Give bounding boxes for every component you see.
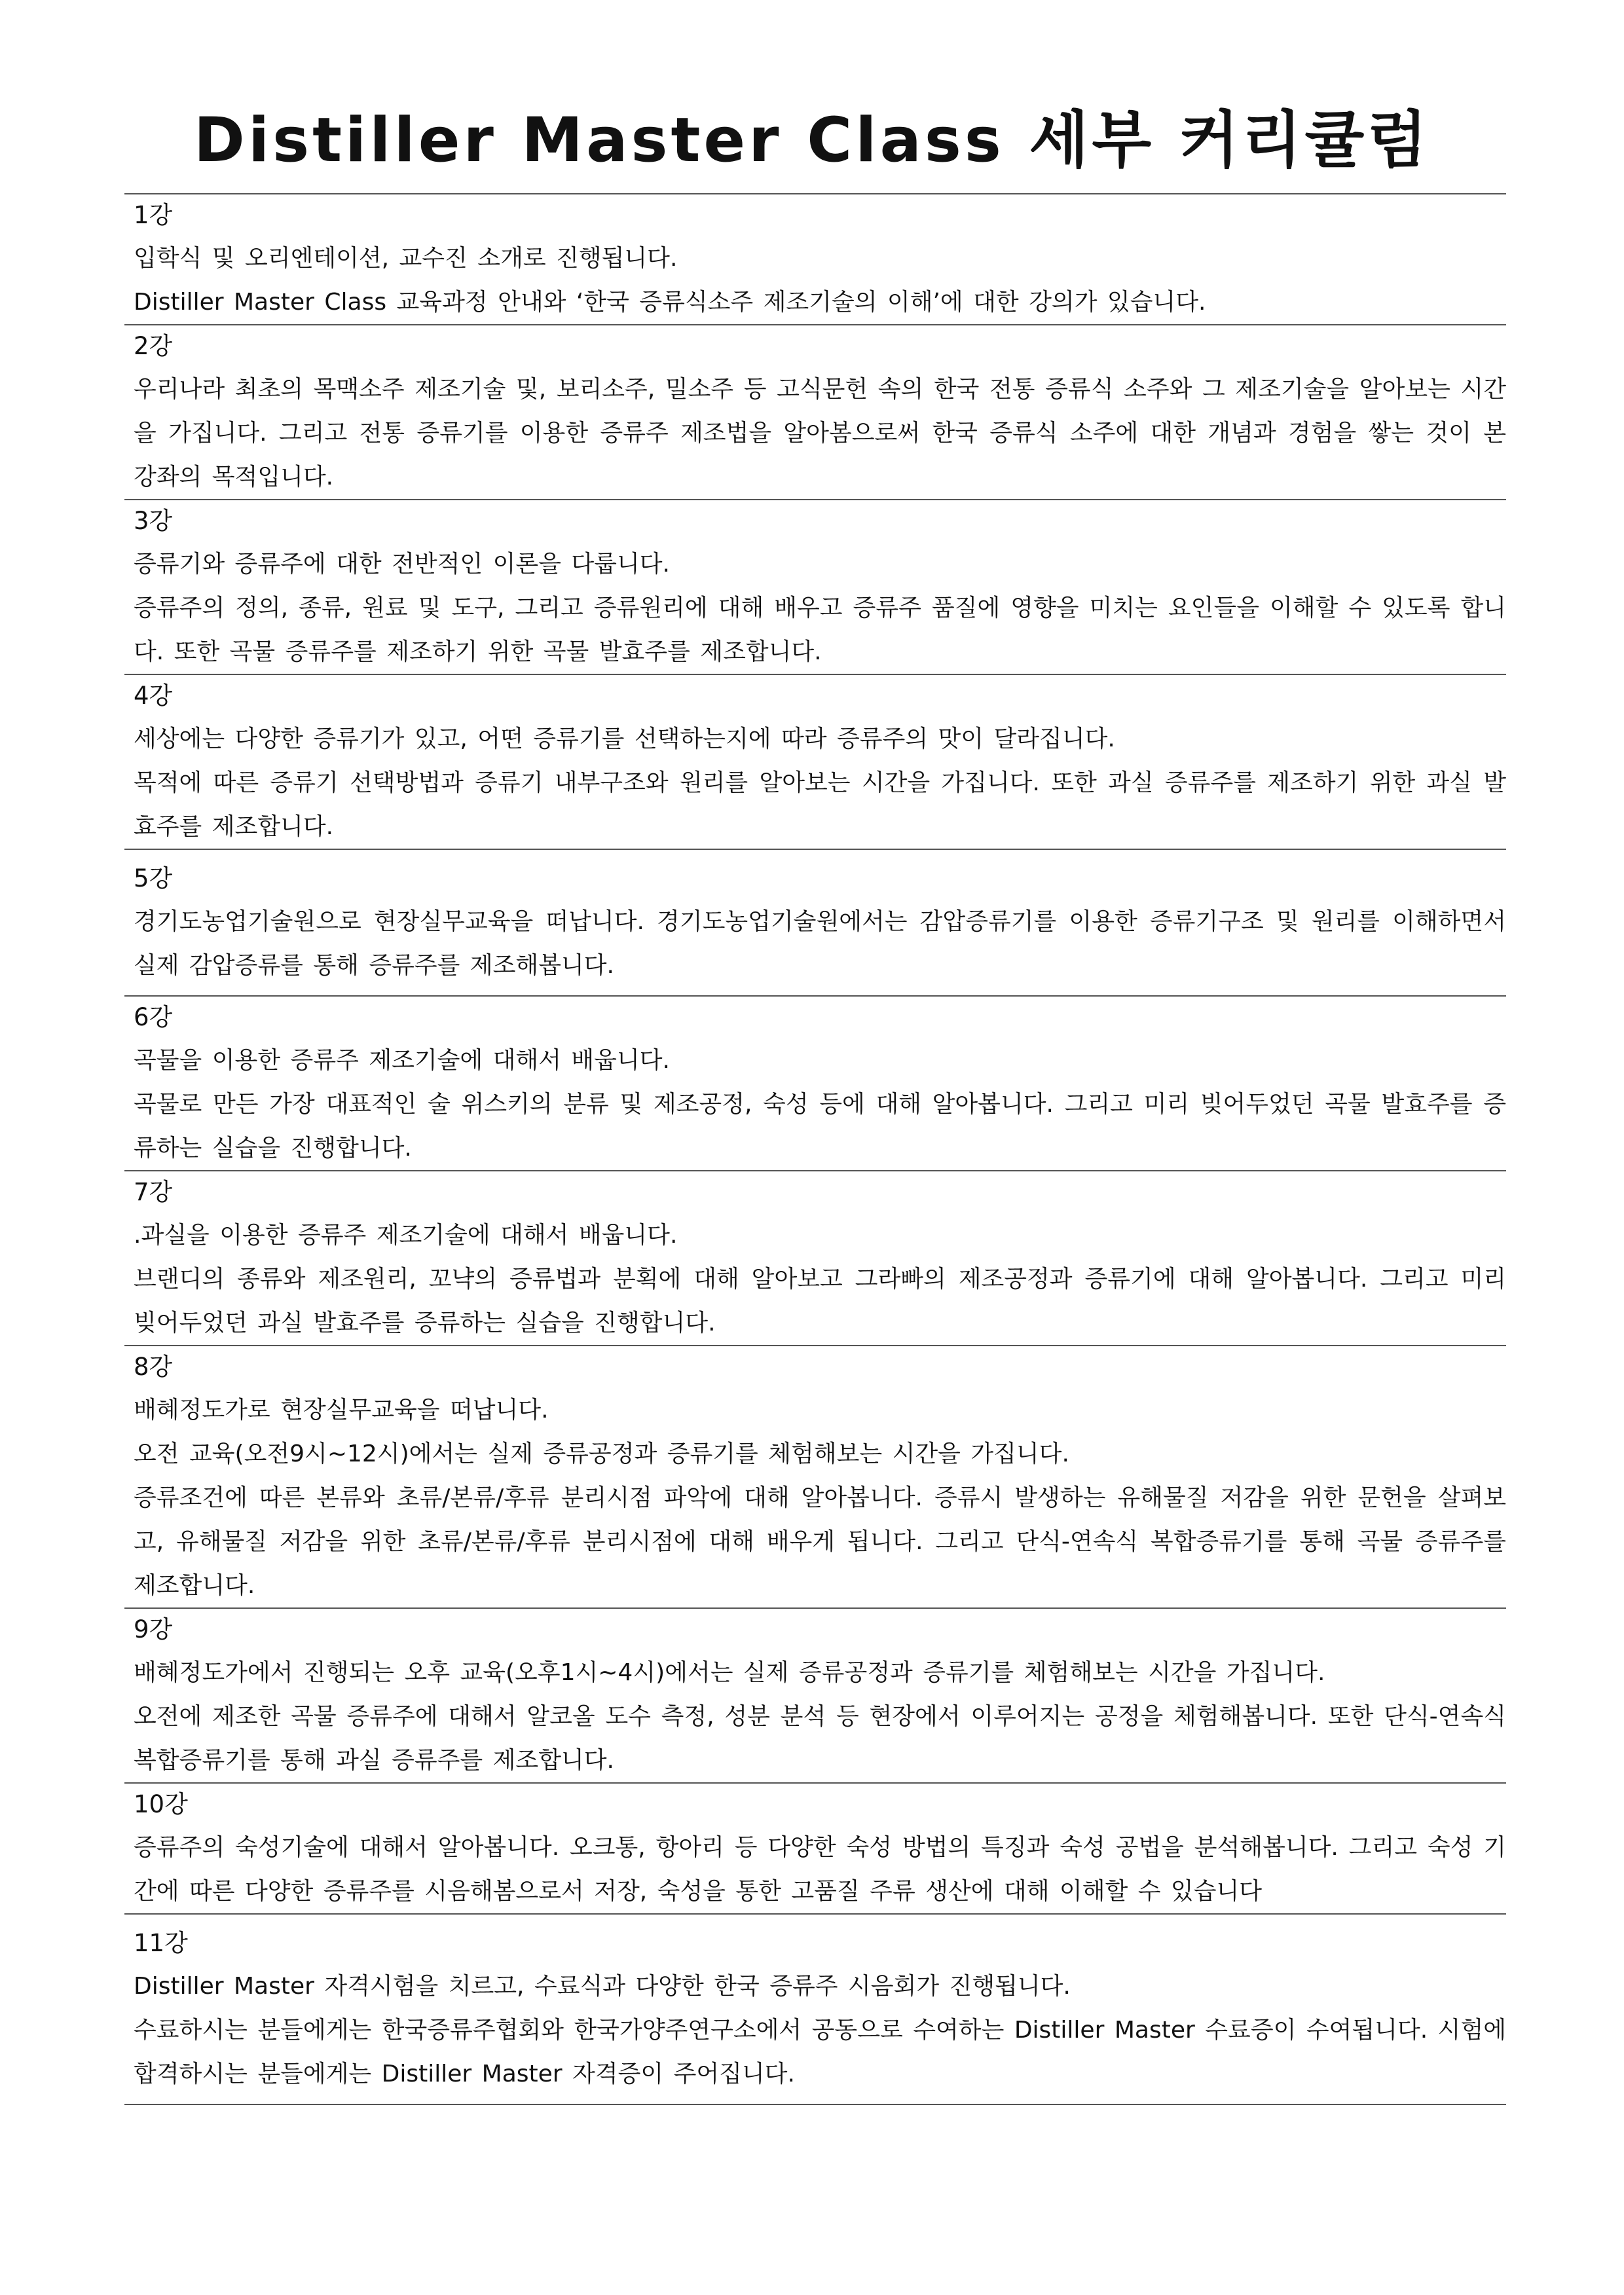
lecture-title: 8강 — [134, 1353, 173, 1381]
lecture-text: 곡물로 만든 가장 대표적인 술 위스키의 분류 및 제조공정, 숙성 등에 대해 알아봅니다. 그리고 미리 빚어두었던 곡물 발효주를 증류하는 실습을 진행합니다. — [134, 1091, 1506, 1162]
lecture-text: 증류주의 정의, 종류, 원료 및 도구, 그리고 증류원리에 대해 배우고 증류주 품질에 영향을 미치는 요인들을 이해할 수 있도록 합니다. 또한 곡물 증류주를 제조하기 위한 곡물 발효주를 제조합니다. — [134, 595, 1506, 665]
lecture-title: 1강 — [134, 201, 173, 229]
lecture-text: 브랜디의 종류와 제조원리, 꼬냑의 증류법과 분획에 대해 알아보고 그라빠의 제조공정과 증류기에 대해 알아봅니다. 그리고 미리 빚어두었던 과실 발효주를 증류하는 실습을 진행합니다. — [134, 1266, 1506, 1336]
lecture-5 — [124, 850, 1506, 997]
lecture-title: 5강 — [134, 864, 173, 892]
lecture-3 — [124, 500, 1506, 675]
lecture-title: 2강 — [134, 332, 173, 360]
page-title: Distiller Master Class 세부 커리큘럼 — [193, 105, 1431, 176]
lecture-text: 배혜정도가에서 진행되는 오후 교육(오후1시~4시)에서는 실제 증류공정과 증류기를 체험해보는 시간을 가집니다. — [134, 1659, 1325, 1686]
lecture-title: 3강 — [134, 507, 173, 535]
lecture-2 — [124, 325, 1506, 500]
lecture-text: 증류조건에 따른 본류와 초류/본류/후류 분리시점 파악에 대해 알아봅니다. 증류시 발생하는 유해물질 저감을 위한 문헌을 살펴보고, 유해물질 저감을 위한 초류/본류/후류 분리시점에 대해 배우게 됩니다. 그리고 단식-연속식 복합증류기를 통해 곡물 증류주를 제조합니다. — [134, 1484, 1506, 1599]
lecture-text: 세상에는 다양한 증류기가 있고, 어떤 증류기를 선택하는지에 따라 증류주의 맛이 달라집니다. — [134, 725, 1115, 752]
lecture-text: 증류주의 숙성기술에 대해서 알아봅니다. 오크통, 항아리 등 다양한 숙성 방법의 특징과 숙성 공법을 분석해봅니다. 그리고 숙성 기간에 따른 다양한 증류주를 시음해봄으로서 저장, 숙성을 통한 고품질 주류 생산에 대해 이해할 수 있습니다 — [134, 1834, 1506, 1905]
lecture-text: 수료하시는 분들에게는 한국증류주협회와 한국가양주연구소에서 공동으로 수여하는 Distiller Master 수료증이 수여됩니다. 시험에 합격하시는 분들에게는 Distiller Master 자격증이 주어집니다. — [134, 2017, 1506, 2087]
lecture-11 — [124, 1915, 1506, 2105]
curriculum-list — [124, 193, 1506, 2105]
lecture-1 — [124, 194, 1506, 325]
lecture-title: 4강 — [134, 682, 173, 710]
lecture-text: 증류기와 증류주에 대한 전반적인 이론을 다룹니다. — [134, 551, 670, 578]
lecture-text: 입학식 및 오리엔테이션, 교수진 소개로 진행됩니다. — [134, 245, 678, 272]
lecture-text: 경기도농업기술원으로 현장실무교육을 떠납니다. 경기도농업기술원에서는 감압증류기를 이용한 증류기구조 및 원리를 이해하면서 실제 감압증류를 통해 증류주를 제조해봅니다. — [134, 908, 1506, 979]
lecture-text: 우리나라 최초의 목맥소주 제조기술 및, 보리소주, 밀소주 등 고식문헌 속의 한국 전통 증류식 소주와 그 제조기술을 알아보는 시간을 가집니다. 그리고 전통 증류기를 이용한 증류주 제조법을 알아봄으로써 한국 증류식 소주에 대한 개념과 경험을 쌓는 것이 본 강좌의 목적입니다. — [134, 376, 1506, 490]
lecture-text: 곡물을 이용한 증류주 제조기술에 대해서 배웁니다. — [134, 1047, 670, 1074]
lecture-text: 배혜정도가로 현장실무교육을 떠납니다. — [134, 1397, 549, 1423]
lecture-title: 11강 — [134, 1929, 188, 1957]
lecture-9 — [124, 1609, 1506, 1784]
lecture-text: Distiller Master Class 교육과정 안내와 ‘한국 증류식소주 제조기술의 이해’에 대한 강의가 있습니다. — [134, 289, 1206, 316]
lecture-4 — [124, 675, 1506, 850]
lecture-title: 6강 — [134, 1003, 173, 1031]
lecture-6 — [124, 997, 1506, 1171]
lecture-10 — [124, 1784, 1506, 1915]
lecture-text: Distiller Master 자격시험을 치르고, 수료식과 다양한 한국 증류주 시음회가 진행됩니다. — [134, 1973, 1071, 2000]
lecture-text: 목적에 따른 증류기 선택방법과 증류기 내부구조와 원리를 알아보는 시간을 가집니다. 또한 과실 증류주를 제조하기 위한 과실 발효주를 제조합니다. — [134, 769, 1506, 840]
lecture-title: 10강 — [134, 1790, 188, 1818]
lecture-text: 오전에 제조한 곡물 증류주에 대해서 알코올 도수 측정, 성분 분석 등 현장에서 이루어지는 공정을 체험해봅니다. 또한 단식-연속식 복합증류기를 통해 과실 증류주를 제조합니다. — [134, 1703, 1506, 1774]
lecture-text: 오전 교육(오전9시~12시)에서는 실제 증류공정과 증류기를 체험해보는 시간을 가집니다. — [134, 1441, 1069, 1467]
lecture-text: .과실을 이용한 증류주 제조기술에 대해서 배웁니다. — [134, 1222, 678, 1249]
lecture-7 — [124, 1171, 1506, 1346]
lecture-title: 7강 — [134, 1178, 173, 1206]
lecture-title: 9강 — [134, 1615, 173, 1643]
lecture-8 — [124, 1346, 1506, 1609]
